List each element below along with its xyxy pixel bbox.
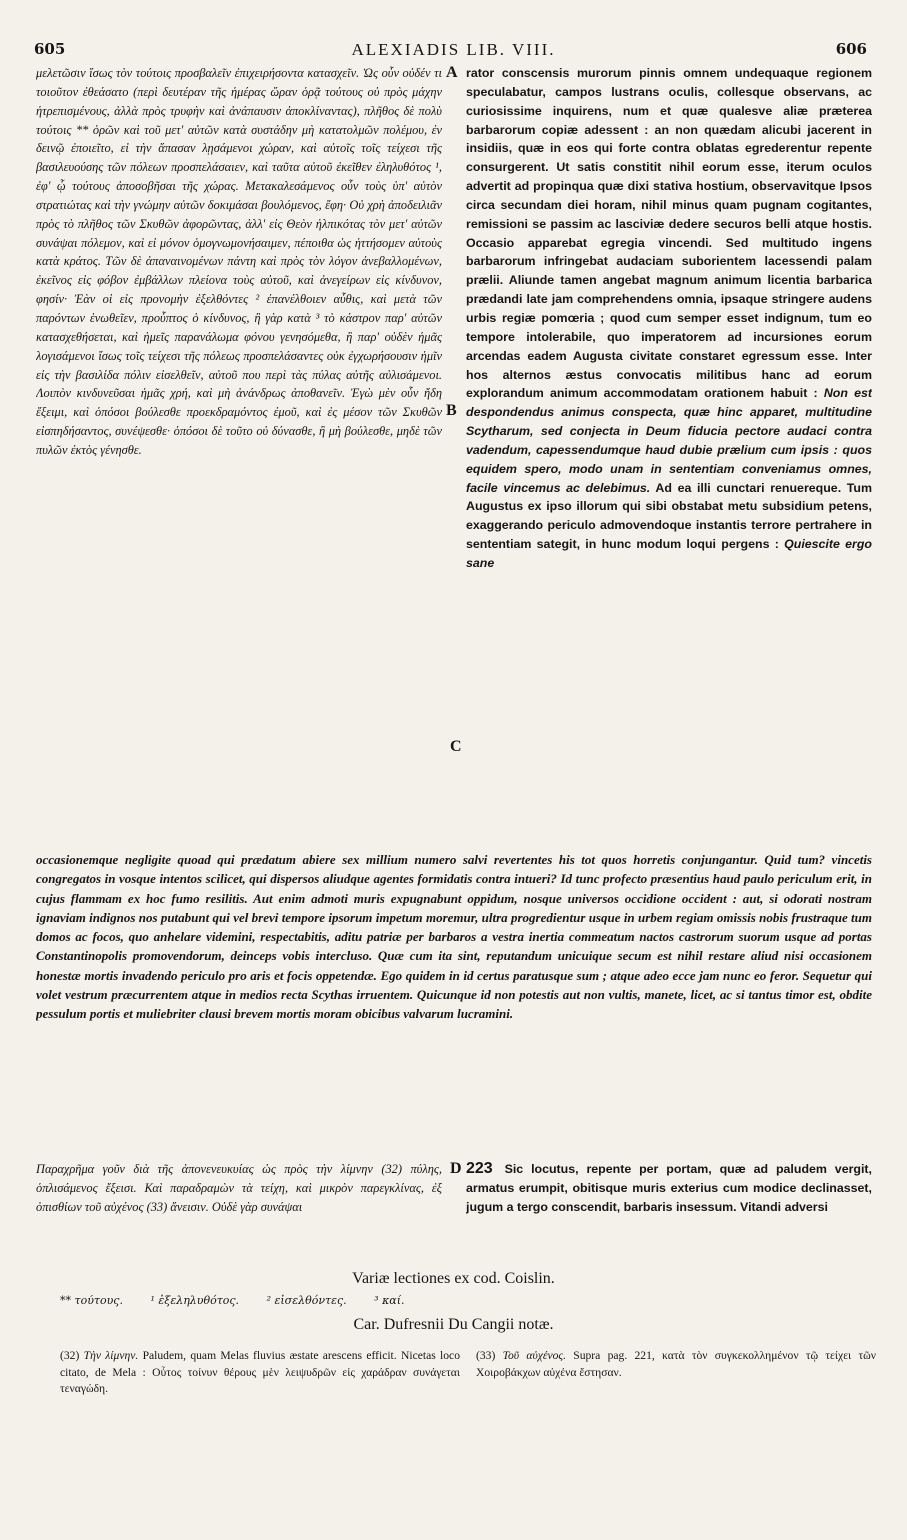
- left-page-number: 605: [34, 40, 66, 58]
- variant-reading: ² εἰσελθόντες.: [266, 1294, 347, 1307]
- notae-heading: Car. Dufresnii Du Cangii notæ.: [353, 1316, 554, 1333]
- latin-narrative: rator conscensis murorum pinnis omnem undequaque regionem speculabatur, campos lustrans oculis, collesque observans, ac curiosissime inquirens, num et quæ qualesve aliæ præterea barbarorum copiæ adessent : an non quædam alicubi jacerent in insidiis, quæ in eos qui forte contra oblatas egrederentur repente consurgerent. Ut satis constitit nihil eorum esse, iterum oculos advertit ad propinqua quæ dixi stativa hostium, observavitque Ipsos circa secundam diei horam, nihil minus quam pugnam cogitantes, remissioni se passim ac lasciviæ dedere securos belli atque hostis. Occasio apparebat egregia vincendi. Sed multitudo ingens barbarorum infringebat audaciam suborientem lacessendi palam prælii. Aliunde tamen angebat magnum animum licentia barbarica prædandi late jam comprehendens omnia, ipsaque stringere audens urbis regiæ pomœria ; quod cum semper esset indignum, tum eo tempore intolerabile, quo imperatorem ad incursiones eorum arcendas eadem Augusta civitate constaret egressum esse. Inter hos alternos æstus convocatis militibus hanc ad eorum explorandum animum accommodatam orationem habuit :: [466, 66, 872, 401]
- footnote-label: (33): [476, 1349, 496, 1362]
- latin-text-top: [466, 64, 872, 573]
- footnote-label: (32): [60, 1349, 80, 1362]
- latin-speech-first: Non est despondendus animus conspecta, quæ hinc apparet, multitudine Scytharum, sed conjecta in Deum fiducia pectore audaci contra vadendum, capessendumque haud dubie prælium cum ipsis : quos equidem spero, modo unam in sententiam conveniamus omnes, facile vincemus ac delebimus.: [466, 386, 872, 495]
- greek-text-bottom: Παραχρῆμα γοῦν διὰ τῆς ἀπονενευκυίας ὡς πρὸς τὴν λίμνην (32) πύλης, ὁπλισάμενος ἔξεισι. Καὶ παραδραμὼν τὰ τείχη, καὶ μικρὸν παρεγκλίνας, ἐξ ὀπισθίων τοῦ αὐχένος (33) ἄνεισιν. Οὐδὲ γὰρ συνάψαι: [36, 1162, 442, 1214]
- latin-column-bottom: [466, 1160, 872, 1240]
- margin-letter-a: A: [446, 64, 458, 81]
- greek-column-bottom: [36, 1160, 442, 1240]
- running-title: ALEXIADIS LIB. VIII.: [351, 40, 556, 59]
- variant-reading: ³ καί.: [374, 1294, 405, 1307]
- variae-lectiones-heading: Variæ lectiones ex cod. Coislin.: [352, 1270, 555, 1287]
- latin-text-bottom: [466, 1160, 872, 1217]
- footnote-33: [476, 1348, 876, 1381]
- latin-speech-continued: occasionemque negligite quoad qui prædatum abiere sex millium numero salvi revertentes his tot quos horretis conjungantur. Quid tum? vincetis congregatos in vosque intentos scilicet, qui dispersos aliudque agentes formidatis contra intueri? Id tunc profecto præsentius haud paulo periculum erit, in cujus flammam ex hoc fumo resilitis. Aut enim admoti muris expugnabunt oppidum, nosque universos occidione occident : aut, si odorati nostram ignaviam indignos nos putabunt qui vel brevi tempore ipsorum impetum moremur, ultra progredientur usque in urbem regiam omissis nobis frustraque tum domos ac focos, quo anhelare videmini, respectabitis, aditu patriæ per barbaros a vestra inertia commeatum nactos castrorum suorum usque ad portas Constantinopolis promovendorum, deinceps vobis intercluso. Quæ cum ita sint, reputandum unicuique secum est nihil restare aliud nisi occasionem honestæ mortis invadendo periculo pro aris et focis oppetendæ. Ego quidem in id certus paratusque sum ; atque adeo ecce jam nunc eo feror. Sequetur qui volet vestrum præcurrentem atque in medios recta Scythas irruentem. Quicunque id non potestis aut non vultis, manete, licet, ac si tantus timor est, obdite pessulum portis et muliebriter clausi brevem mortis moram obicibus valvarum lucramini.: [36, 852, 872, 1022]
- section-number: 223: [466, 1160, 493, 1177]
- variae-lectiones-list: [60, 1294, 860, 1307]
- greek-column-top: [36, 64, 442, 844]
- footnote-32: [60, 1348, 460, 1398]
- footnote-lemma: Τὴν λίμνην.: [83, 1349, 139, 1362]
- latin-speech-second-start: Quiescite ergo sane: [466, 537, 872, 570]
- variant-reading: ** τούτους.: [60, 1294, 123, 1307]
- latin-full-width-speech: [36, 850, 872, 1160]
- latin-bottom-text: Sic locutus, repente per portam, quæ ad paludem vergit, armatus erumpit, obitisque muris exterius cum modice declinasset, jugum a tergo conscendit, barbaris insessum. Vitandi adversi: [466, 1162, 872, 1214]
- margin-letter-b: B: [446, 402, 457, 419]
- footnote-lemma: Τοῦ αὐχένος.: [502, 1349, 566, 1362]
- latin-column-top: [466, 64, 872, 844]
- greek-text-top: μελετῶσιν ἴσως τὸν τούτοις προσβαλεῖν ἐπιχειρήσοντα κατασχεῖν. Ὡς οὖν οὐδέν τι τοιοῦτον ἐθεάσατο (περὶ δευτέραν τῆς ἡμέρας ὥραν ὁρᾷ τούτους οὐ πρὸς μάχην ἡτρεπισμένους, ἀλλὰ πρὸς τρυφὴν καὶ ἀνάπαυσιν ἀποκλίναντας), πλῆθος δὲ πολὺ τούτοις ** ὁρῶν καὶ τοῦ μετ' αὐτῶν κατὰ συστάδην μὴ κατατολμῶν πολέμου, ἐν δεινῷ ἐποιεῖτο, εἰ τὴν ἅπασαν λῃσάμενοι χώραν, καὶ αὐτοῖς τοῖς τείχεσι τῆς βασιλευούσης τῶν πόλεων προσπελάσαιεν, καὶ ταῦτα αὐτοῦ ἐκεῖθεν ἐληλυθότος ¹, ἐφ' ᾧ τούτους ἀποσοβῆσαι τῆς χώρας. Μετακαλεσάμενος οὖν τοὺς ὑπ' αὐτὸν στρατιώτας καὶ τὴν γνώμην αὐτῶν δοκιμάσαι βουλόμενος, ἔφη· Οὐ χρὴ ἀποδειλιᾶν πρὸς τὸ πλῆθος τῶν Σκυθῶν ἀφορῶντας, ἀλλ' εἰς Θεὸν ἠλπικότας τὸν μετ' αὐτῶν συνάψαι πόλεμον, καὶ εἰ μόνον ὁμογνωμονήσαιμεν, πέποιθα ὡς ἡττήσομεν αὐτοὺς κατὰ κράτος. Τῶν δὲ ἀπαναινομένων πάντη καὶ πρὸς τὸν λόγον ἀνεβαλλομένων, ἐκεῖνος εἰς φόβον ἐμβάλλων πλείονα τοὺς αὐτοῦ, καὶ ἀνεγείρων εἰς κίνδυνον, φησίν· Ἐὰν οἱ εἰς προνομὴν ἐξελθόντες ² ἐπανέλθοιεν αὖθις, καὶ μετὰ τῶν παρόντων ἑνωθεῖεν, προὖπτος ὁ κίνδυνος, ἢ γὰρ κατὰ ³ τὸ κάστρον παρ' αὐτῶν κατασχεθήσεται, καὶ ἡμεῖς παρανάλωμα φόνου γενησόμεθα, ἢ παρ' οὐδὲν ἡμᾶς λογισάμενοι ἴσως τοῖς τείχεσι τῆς πόλεως προσπελάσαντες οὐκ ἐγχωρήσουσιν ἡμῖν εἰς τὴν βασιλίδα πόλιν εἰσελθεῖν, αὐτοῦ που περὶ τὰς πύλας αὐτῆς αὐλισάμενοι. Λοιπὸν κινδυνεῦσαι ἡμᾶς χρή, καὶ μὴ ἀνάνδρως ἀποθανεῖν. Ἐγὼ μὲν οὖν ἤδη ἔξειμι, καὶ ὁπόσοι βούλεσθε προεκδραμόντος ἐμοῦ, καὶ ἐς μέσον τῶν Σκυθῶν εἰσπηδήσαντος, συνέψεσθε· ὁπόσοι δὲ τοῦτο οὐ δύνασθε, ἢ μὴ βούλεσθε, μηδὲ τῶν πυλῶν ἐκτὸς γένησθε.: [36, 66, 442, 457]
- margin-letter-d: D: [450, 1160, 462, 1177]
- footnote-text: Paludem, quam Melas fluvius æstate arescens efficit. Nicetas loco citato, de Mela : Οὗτος τοίνυν θέρους μὲν λειψυδρῶν εἰς χαράδραν συνάγεται τεναγώδη.: [60, 1349, 460, 1395]
- variant-reading: ¹ ἐξεληλυθότος.: [150, 1294, 240, 1307]
- margin-letter-c: C: [450, 738, 462, 755]
- latin-narrative-continued: Ad ea illi cunctari renuereque. Tum Augustus ex ipso illorum qui sibi obstabat metu subsidium petens, exaggerando periculo admovendoque instantis terrore pertrahere in sententiam sategit, in hunc modum loqui pergens :: [466, 480, 872, 552]
- footnote-text: Supra pag. 221, κατὰ τὸν συγκεκολλημένον τῷ τείχει τῶν Χοιροβάκχων αὐχένα ἔστησαν.: [476, 1349, 876, 1379]
- right-page-number: 606: [835, 40, 867, 58]
